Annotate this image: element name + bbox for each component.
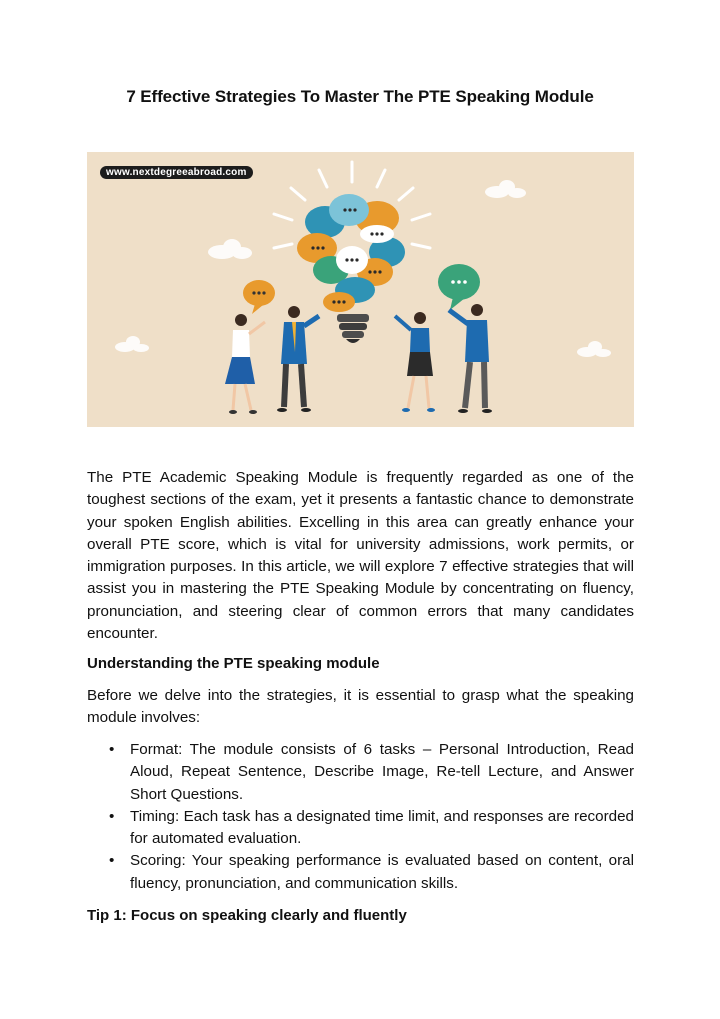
site-watermark: www.nextdegreeabroad.com bbox=[100, 166, 253, 179]
lightbulb-base-icon bbox=[337, 314, 369, 343]
section-heading: Understanding the PTE speaking module bbox=[87, 655, 380, 672]
person-figure bbox=[395, 312, 435, 412]
list-item bbox=[87, 850, 634, 895]
bullet-icon: • bbox=[109, 807, 115, 825]
person-figure bbox=[449, 304, 492, 413]
speech-bubbles-lightbulb-illustration bbox=[87, 152, 634, 427]
bullet-icon: • bbox=[109, 741, 115, 758]
list-item bbox=[87, 806, 634, 851]
person-figure bbox=[225, 314, 265, 414]
bullet-list bbox=[87, 739, 634, 895]
lead-paragraph: Before we delve into the strategies, it is essential to grasp what the speaking module involves: bbox=[87, 687, 634, 727]
hero-illustration bbox=[87, 152, 634, 427]
tip-heading: Tip 1: Focus on speaking clearly and fluently bbox=[87, 907, 407, 924]
page-title: 7 Effective Strategies To Master The PTE Speaking Module bbox=[126, 87, 594, 106]
bullet-icon: • bbox=[109, 852, 115, 870]
list-item-text: Format: The module consists of 6 tasks – Personal Introduction, Read Aloud, Repeat Sentence, Describe Image, Re-tell Lecture, and Answer Short Questions. bbox=[130, 741, 634, 803]
person-figure bbox=[277, 306, 319, 412]
intro-paragraph: The PTE Academic Speaking Module is frequently regarded as one of the toughest sections of the exam, yet it presents a fantastic chance to demonstrate your spoken English abilities. Excelling in this area can greatly enhance your overall PTE score, which is vital for university admissions, work permits, or immigration purposes. In this article, we will explore 7 effective strategies that will assist you in mastering the PTE Speaking Module by concentrating on fluency, pronunciation, and steering clear of common errors that many candidates encounter. bbox=[87, 469, 634, 643]
list-item bbox=[87, 739, 634, 806]
bubble-cluster bbox=[297, 194, 405, 312]
list-item-text: Scoring: Your speaking performance is evaluated based on content, oral fluency, pronunciation, and communication skills. bbox=[130, 852, 634, 892]
list-item-text: Timing: Each task has a designated time limit, and responses are recorded for automated evaluation. bbox=[130, 807, 634, 848]
